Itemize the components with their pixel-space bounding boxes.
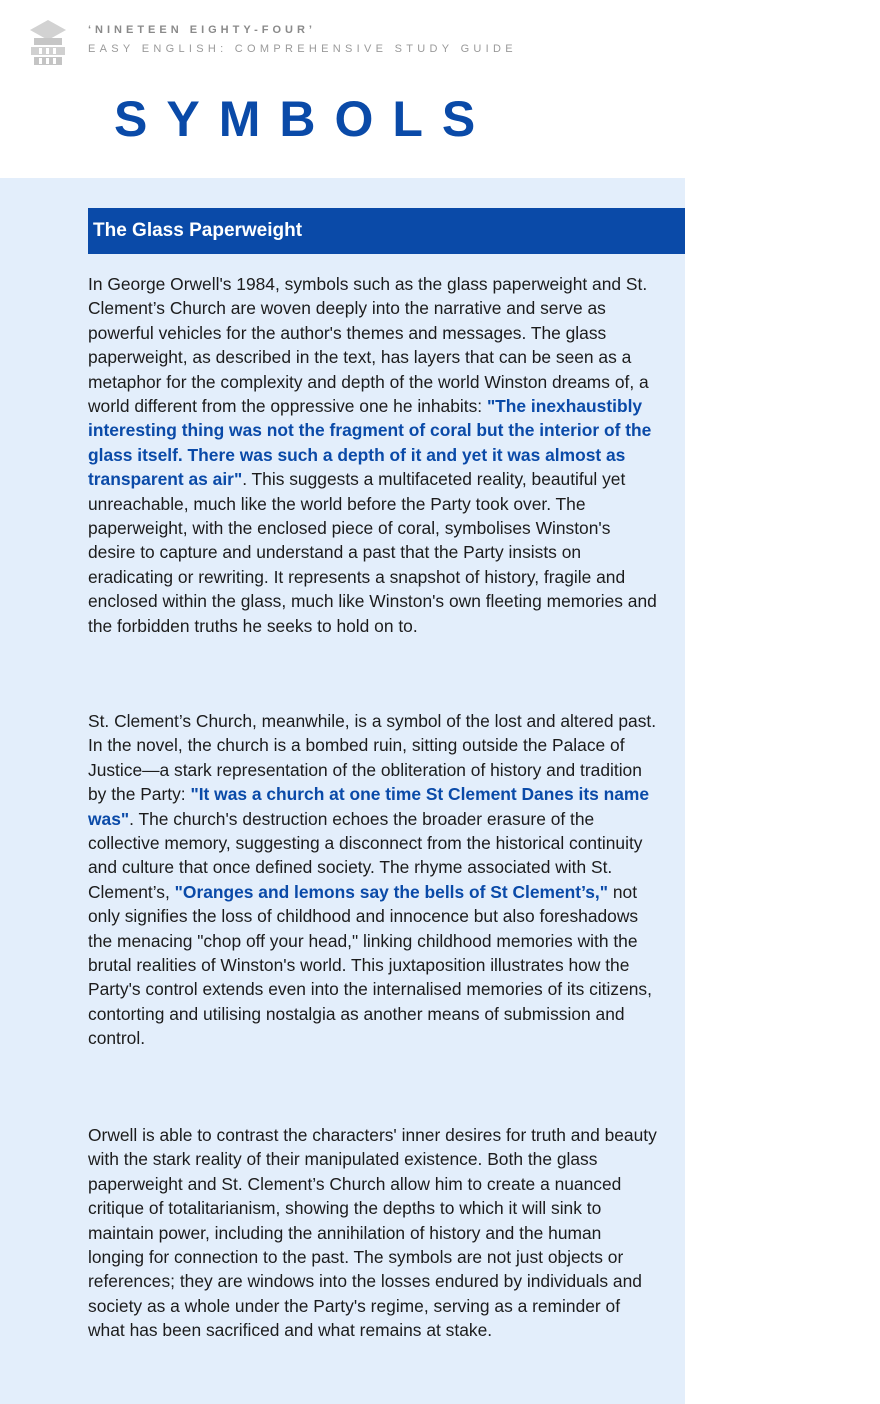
page-title: SYMBOLS: [114, 91, 495, 147]
body-paragraph: [88, 272, 660, 638]
book-stack-icon: [26, 18, 70, 70]
section-title: The Glass Paperweight: [93, 220, 303, 241]
paragraph-text: not only signifies the loss of childhood and innocence but also foreshadows the menacing "chop off your head," linking childhood memories with the brutal realities of Winston's world. This juxtaposition illustrates how the Party's control extends even into the internalised memories of its citizens, contorting and utilising nostalgia as another means of submission and control.: [88, 881, 652, 1049]
quote-highlight: "It was a church at one time St Clement Danes its name was": [88, 784, 650, 829]
paragraph-text: In George Orwell's 1984, symbols such as the glass paperweight and St. Clement’s Church are woven deeply into the narrative and serve as powerful vehicles for the author's themes and messages. The glass paperweight, as described in the text, has layers that can be seen as a metaphor for the complexity and depth of the world Winston dreams of, a world different from the oppressive one he inhabits:: [88, 274, 649, 417]
paragraph-text: . The church's destruction echoes the broader erasure of the collective memory, suggesting a disconnect from the historical continuity and culture that once defined society. The rhyme associated with St. Clement’s,: [88, 808, 643, 902]
quote-highlight: "Oranges and lemons say the bells of St Clement’s,": [174, 881, 609, 902]
guide-subtitle: EASY ENGLISH: COMPREHENSIVE STUDY GUIDE: [88, 43, 517, 55]
body-paragraph: [88, 709, 660, 1051]
quote-highlight: "The inexhaustibly interesting thing was not the fragment of coral but the interior of the glass itself. There was such a depth of it and yet it was almost as transparent as air": [88, 396, 652, 490]
paragraph-text: St. Clement’s Church, meanwhile, is a symbol of the lost and altered past. In the novel, the church is a bombed ruin, sitting outside the Palace of Justice—a stark representation of the obliteration of history and tradition by the Party:: [88, 711, 657, 805]
body-paragraph: [88, 1123, 660, 1343]
paragraph-text: . This suggests a multifaceted reality, beautiful yet unreachable, much like the world before the Party took over. The paperweight, with the enclosed piece of coral, symbolises Winston's desire to capture and understand a past that the Party insists on eradicating or rewriting. It represents a snapshot of history, fragile and enclosed within the glass, much like Winston's own fleeting memories and the forbidden truths he seeks to hold on to.: [88, 469, 657, 636]
series-title: ‘NINETEEN EIGHTY-FOUR’: [88, 24, 316, 36]
section-header-bar: [88, 208, 685, 254]
paragraph-text: Orwell is able to contrast the characters' inner desires for truth and beauty with the stark reality of their manipulated existence. Both the glass paperweight and St. Clement’s Church allow him to create a nuanced critique of totalitarianism, showing the depths to which it will sink to maintain power, including the annihilation of history and the human longing for connection to the past. The symbols are not just objects or references; they are windows into the losses endured by individuals and society as a whole under the Party's regime, serving as a reminder of what has been sacrificed and what remains at stake.: [88, 1125, 657, 1341]
